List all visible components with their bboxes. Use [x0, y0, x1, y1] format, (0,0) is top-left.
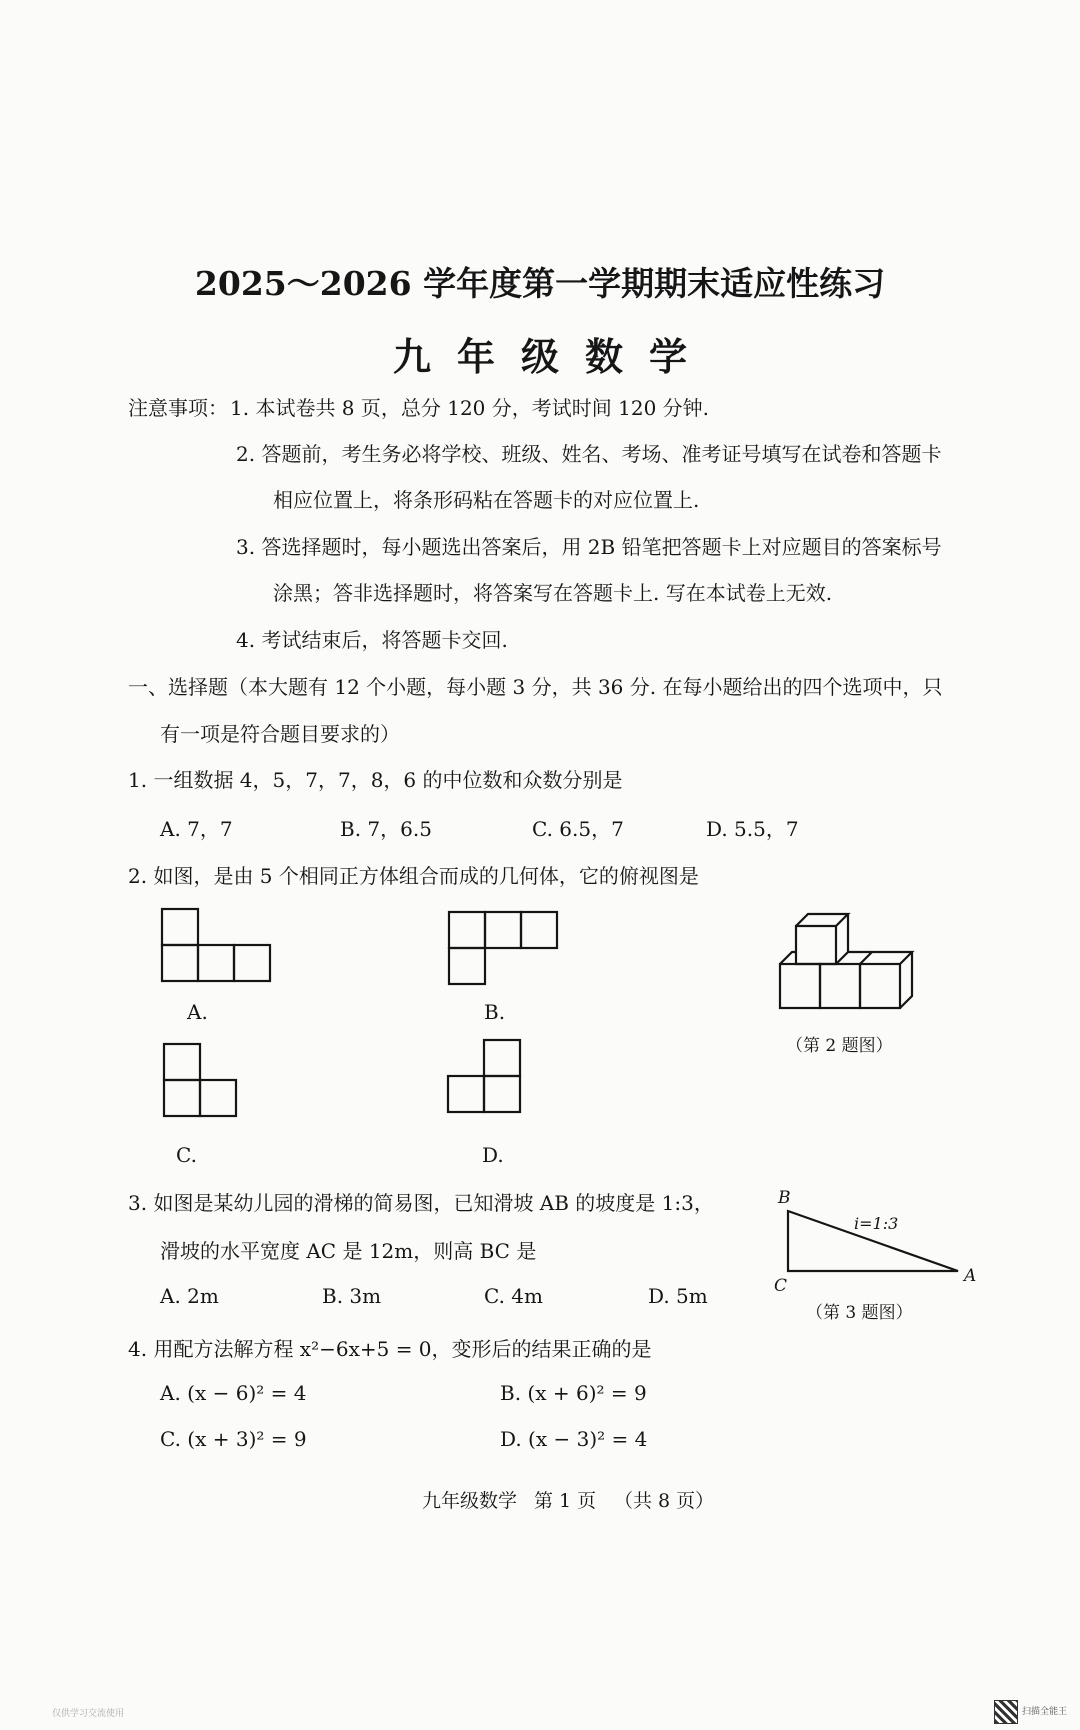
footer-page: 第 1 页 — [534, 1490, 597, 1512]
q3-option-a: A. 2m — [160, 1284, 219, 1308]
q1-stem: 1. 一组数据 4，5，7，7，8，6 的中位数和众数分别是 — [128, 768, 623, 792]
section-heading-cont: 有一项是符合题目要求的） — [160, 722, 400, 746]
q2-figure-a — [158, 905, 282, 985]
notice-item-1: 1. 本试卷共 8 页，总分 120 分，考试时间 120 分钟. — [230, 396, 710, 420]
q2-option-c: C. — [176, 1143, 197, 1167]
notice-item-3-cont: 涂黑；答非选择题时，将答案写在答题卡上. 写在本试卷上无效. — [273, 581, 833, 605]
q1-option-c: C. 6.5，7 — [532, 817, 624, 841]
q2-option-b: B. — [484, 1000, 506, 1024]
q3-label-a: A — [964, 1266, 977, 1286]
q3-label-slope: i=1:3 — [854, 1214, 899, 1233]
notice-item-2: 2. 答题前，考生务必将学校、班级、姓名、考场、准考证号填写在试卷和答题卡 — [236, 442, 942, 466]
q4-option-b: B. (x + 6)² = 9 — [500, 1381, 647, 1405]
footer-total: （共 8 页） — [614, 1490, 715, 1512]
watermark-left: 仅供学习交流使用 — [52, 1709, 125, 1719]
q4-option-a: A. (x − 6)² = 4 — [160, 1381, 307, 1405]
notice-item-4: 4. 考试结束后，将答题卡交回. — [236, 628, 508, 652]
q3-option-c: C. 4m — [484, 1284, 543, 1308]
exam-title: 2025～2026 学年度第一学期期末适应性练习 — [194, 264, 886, 303]
q3-stem-2: 滑坡的水平宽度 AC 是 12m，则高 BC 是 — [160, 1239, 537, 1263]
q2-option-d: D. — [482, 1143, 504, 1167]
notice-item-2-cont: 相应位置上，将条形码粘在答题卡的对应位置上. — [273, 488, 700, 512]
notice-item-3: 3. 答选择题时，每小题选出答案后，用 2B 铅笔把答题卡上对应题目的答案标号 — [236, 535, 942, 559]
q4-option-d: D. (x − 3)² = 4 — [500, 1427, 648, 1451]
q1-option-d: D. 5.5，7 — [706, 817, 799, 841]
q3-caption: （第 3 题图） — [806, 1303, 913, 1323]
q3-option-b: B. 3m — [322, 1284, 382, 1308]
q3-option-d: D. 5m — [648, 1284, 708, 1308]
q4-stem: 4. 用配方法解方程 x²−6x+5 = 0，变形后的结果正确的是 — [128, 1337, 652, 1361]
q2-figure-c — [160, 1040, 248, 1120]
footer-subject: 九年级数学 — [422, 1490, 518, 1512]
watermark-right: 扫描全能王 — [1022, 1707, 1068, 1717]
q3-label-c: C — [774, 1276, 788, 1296]
notice-label: 注意事项： — [128, 396, 228, 420]
exam-subtitle: 九年级数学 — [392, 334, 713, 379]
q2-figure-b — [445, 908, 569, 988]
q3-slide-figure — [770, 1185, 990, 1315]
q3-stem-1: 3. 如图是某幼儿园的滑梯的简易图，已知滑坡 AB 的坡度是 1:3， — [128, 1191, 714, 1215]
q2-solid-figure — [776, 908, 936, 1014]
q1-option-a: A. 7，7 — [160, 817, 233, 841]
section-heading: 一、选择题（本大题有 12 个小题，每小题 3 分，共 36 分. 在每小题给出的四个选项中，只 — [128, 675, 943, 699]
q2-stem: 2. 如图，是由 5 个相同正方体组合而成的几何体，它的俯视图是 — [128, 864, 699, 888]
q1-option-b: B. 7，6.5 — [340, 817, 432, 841]
q2-caption: （第 2 题图） — [786, 1036, 893, 1056]
q3-label-b: B — [778, 1188, 791, 1208]
q4-option-c: C. (x + 3)² = 9 — [160, 1427, 307, 1451]
q2-option-a: A. — [187, 1000, 208, 1024]
q2-figure-d — [444, 1036, 532, 1116]
qr-code-icon — [994, 1700, 1018, 1724]
